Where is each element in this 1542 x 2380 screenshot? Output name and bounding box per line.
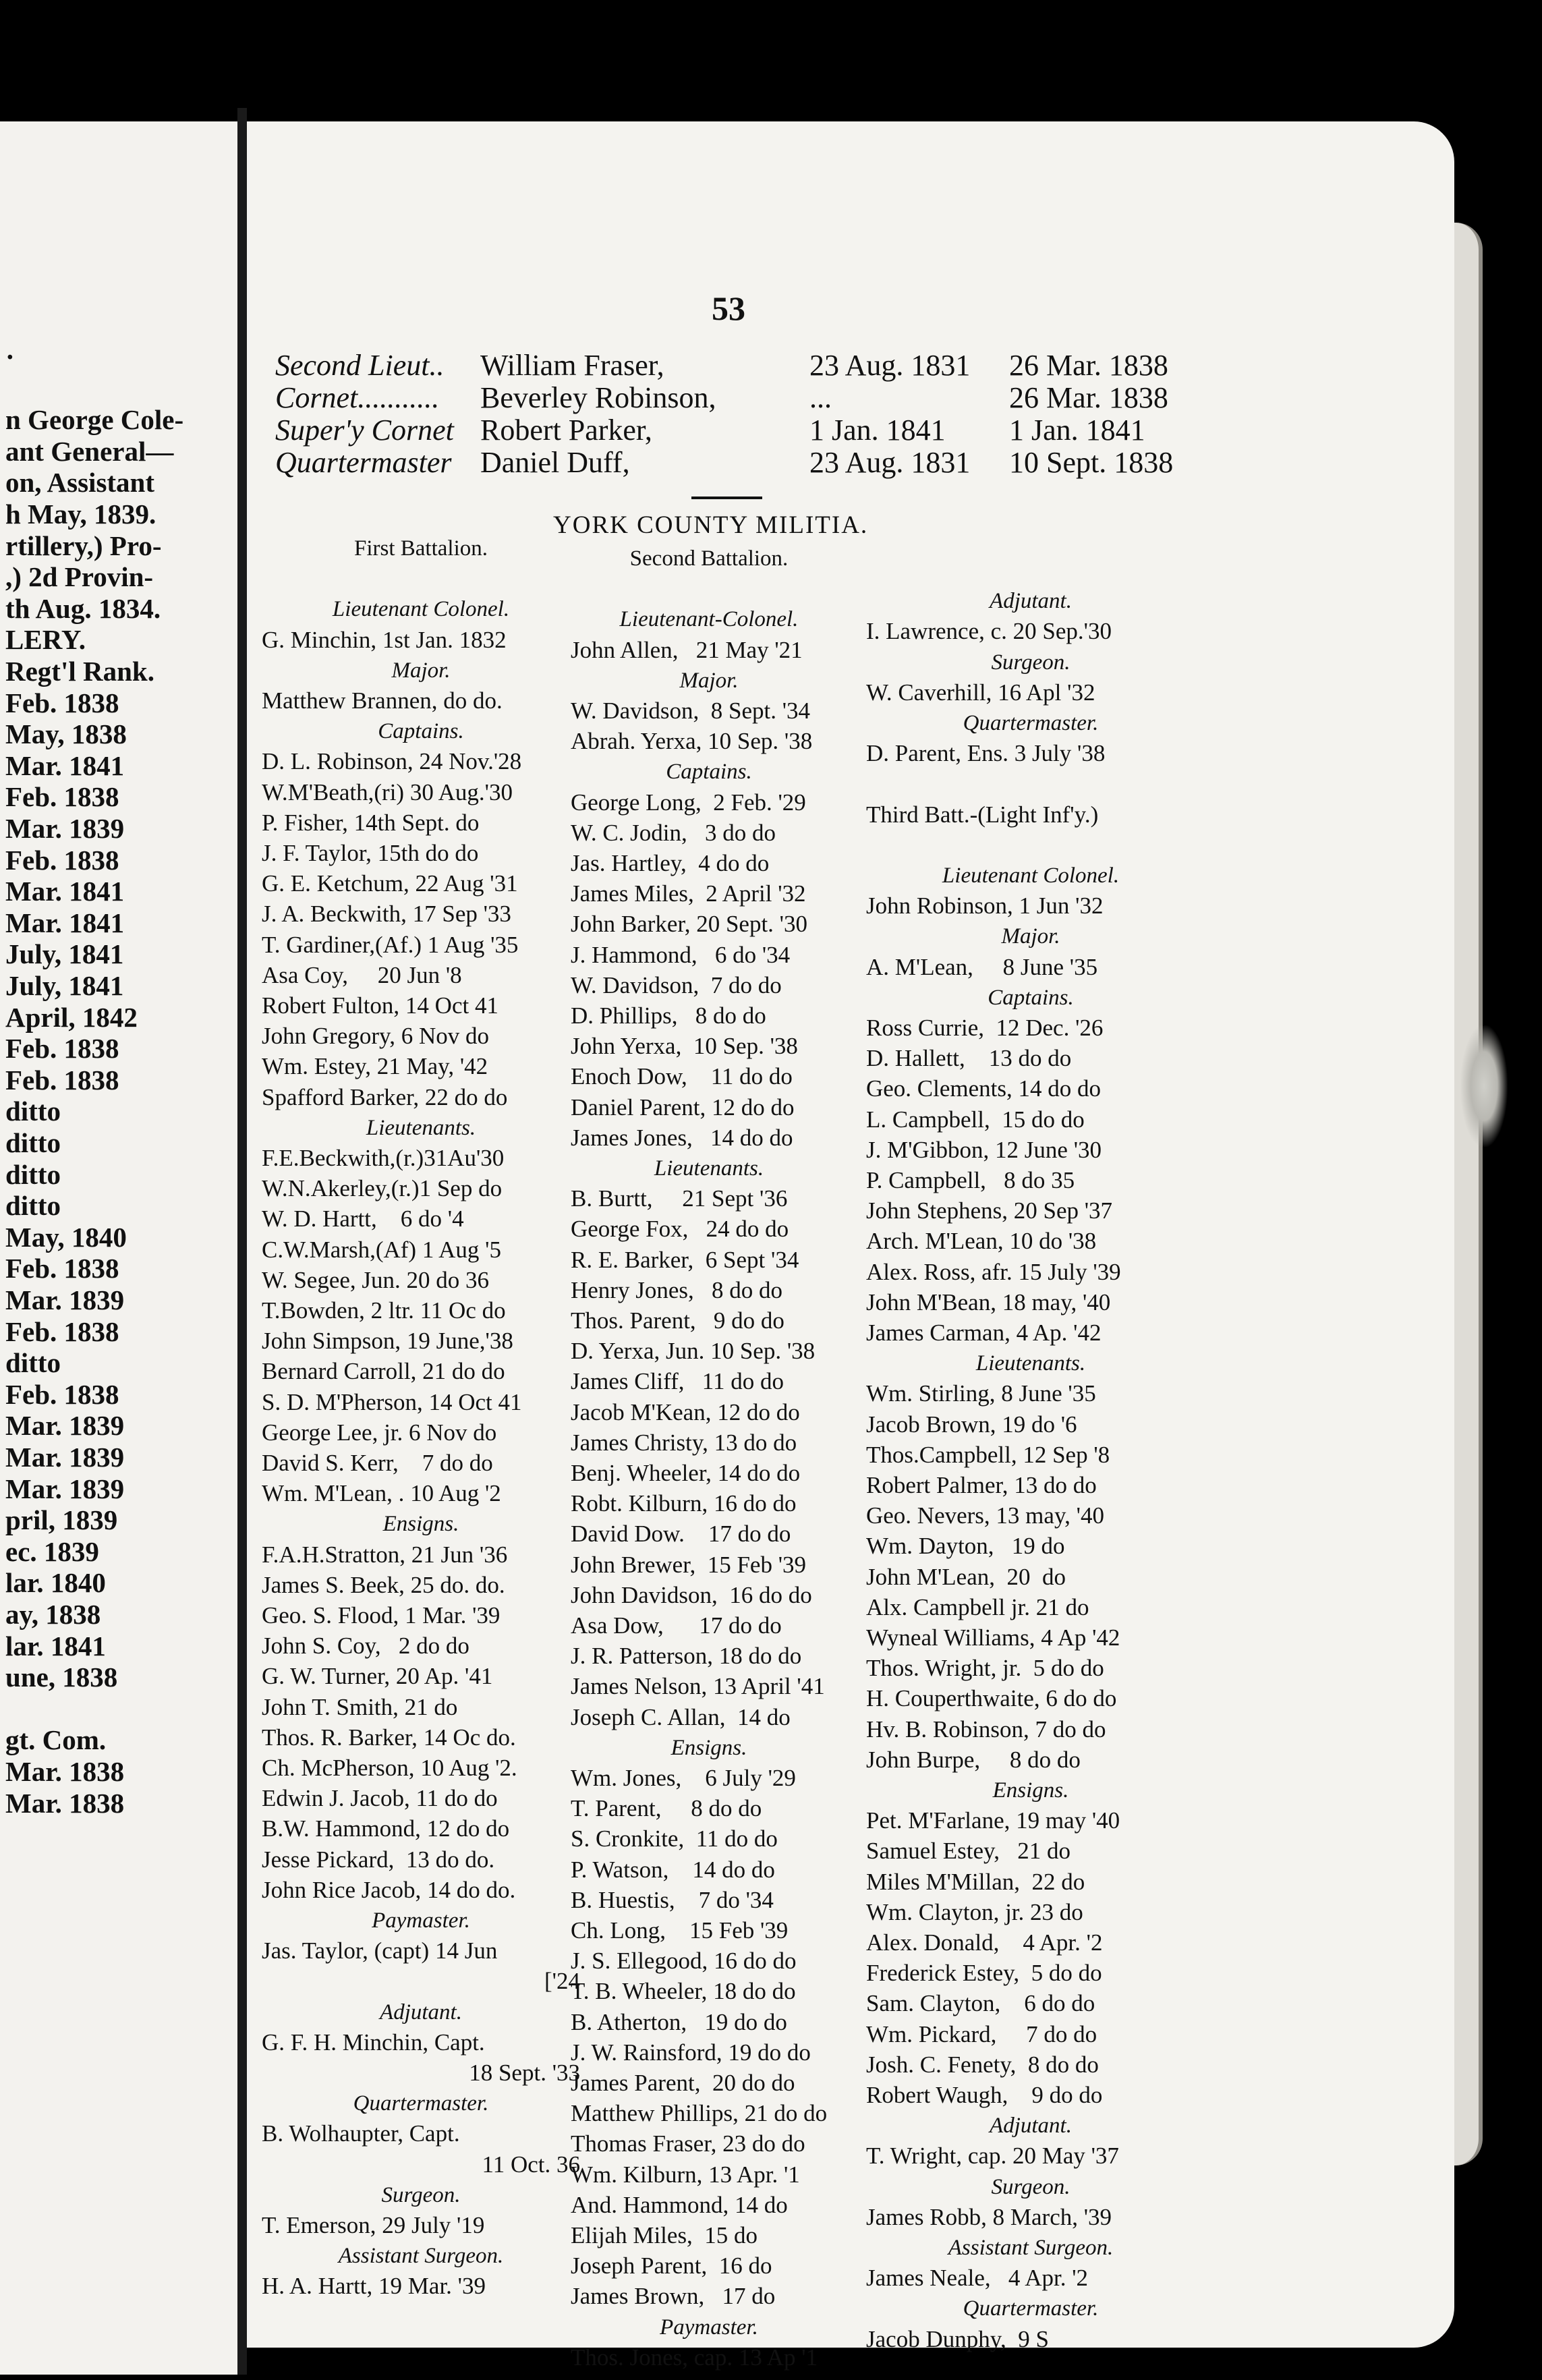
officer-entry: Wm. Kilburn, 13 Apr. '1	[571, 2161, 800, 2188]
officer-entry: Samuel Estey, 21 do	[866, 1838, 1070, 1865]
officer-entry: Pet. M'Farlane, 19 may '40	[866, 1807, 1120, 1834]
left-page-line: July, 1841	[5, 970, 124, 1001]
section-rule	[691, 497, 762, 499]
left-page-line: Feb. 1838	[5, 781, 119, 813]
officer-entry: J. M'Gibbon, 12 June '30	[866, 1136, 1102, 1163]
officer-entry: T. Emerson, 29 July '19	[262, 2212, 485, 2238]
officer-entry: James Neale, 4 Apr. '2	[866, 2265, 1089, 2292]
officer-entry: Miles M'Millan, 22 do	[866, 1868, 1085, 1895]
officer-entry: Robert Waugh, 9 do do	[866, 2082, 1103, 2108]
officer-entry: D. Hallett, 13 do do	[866, 1045, 1072, 1072]
rank-heading: Ensigns.	[670, 1735, 747, 1760]
entry-rank: Cornet...........	[275, 381, 440, 414]
entry-name: Daniel Duff,	[480, 446, 630, 479]
left-page-line: Feb. 1838	[5, 1378, 119, 1410]
left-page-line: lar. 1840	[5, 1567, 106, 1599]
officer-entry: Thos. Parent, 9 do do	[571, 1307, 784, 1334]
left-page	[0, 121, 241, 2375]
officer-entry: Geo. Nevers, 13 may, '40	[866, 1502, 1104, 1529]
left-page-line: Mar. 1839	[5, 1410, 125, 1442]
entry-date-commission: 1 Jan. 1841	[809, 414, 946, 447]
officer-entry: T.Bowden, 2 ltr. 11 Oc do	[262, 1297, 506, 1324]
entry-date-rank: 1 Jan. 1841	[1009, 414, 1145, 447]
officer-entry: John Yerxa, 10 Sep. '38	[571, 1033, 798, 1060]
left-page-line: Mar. 1838	[5, 1787, 125, 1819]
officer-entry: W. Caverhill, 16 Apl '32	[866, 679, 1095, 706]
entry-name: William Fraser,	[480, 349, 664, 382]
officer-entry: Jas. Hartley, 4 do do	[571, 850, 770, 876]
officer-entry: John T. Smith, 21 do	[262, 1693, 458, 1720]
officer-entry: W. Segee, Jun. 20 do 36	[262, 1266, 490, 1293]
officer-entry: H. A. Hartt, 19 Mar. '39	[262, 2273, 486, 2300]
officer-entry: James Nelson, 13 April '41	[571, 1673, 825, 1700]
left-page-line: n George Cole-	[5, 404, 184, 436]
officer-entry: John Allen, 21 May '21	[571, 636, 803, 663]
entry-date-commission: 23 Aug. 1831	[809, 349, 971, 382]
officer-entry: Robt. Kilburn, 16 do do	[571, 1490, 797, 1517]
officer-entry: P. Watson, 14 do do	[571, 1856, 775, 1883]
officer-entry: James Robb, 8 March, '39	[866, 2203, 1112, 2230]
officer-entry: James Carman, 4 Ap. '42	[866, 1320, 1102, 1346]
officer-entry: Wm. Jones, 6 July '29	[571, 1765, 796, 1791]
officer-entry: John Rice Jacob, 14 do do.	[262, 1876, 516, 1903]
officer-entry: Robert Fulton, 14 Oct 41	[262, 992, 498, 1019]
officer-entry: John M'Bean, 18 may, '40	[866, 1288, 1111, 1315]
left-page-line: ,) 2d Provin-	[5, 561, 154, 593]
officer-entry: I. Lawrence, c. 20 Sep.'30	[866, 618, 1112, 645]
officer-entry: Hv. B. Robinson, 7 do do	[866, 1716, 1106, 1743]
officer-entry: Jacob Dunphy, 9 S	[866, 2325, 1049, 2352]
left-page-line: ditto	[5, 1158, 61, 1190]
officer-entry: Joseph C. Allan, 14 do	[571, 1703, 791, 1730]
officer-entry: Josh. C. Fenety, 8 do do	[866, 2051, 1099, 2078]
left-page-line: ec. 1839	[5, 1535, 99, 1567]
left-page-line: May, 1838	[5, 718, 127, 750]
rank-heading: Ensigns.	[992, 1778, 1069, 1803]
officer-entry: C.W.Marsh,(Af) 1 Aug '5	[262, 1236, 501, 1263]
officer-entry: John Brewer, 15 Feb '39	[571, 1551, 807, 1578]
officer-entry: James Jones, 14 do do	[571, 1124, 793, 1151]
rank-heading: Adjutant.	[990, 589, 1072, 614]
officer-entry: H. Couperthwaite, 6 do do	[866, 1685, 1117, 1712]
entry-date-commission: ...	[809, 381, 832, 414]
officer-entry: Jas. Taylor, (capt) 14 Jun	[262, 1937, 498, 1964]
officer-entry: Matthew Brannen, do do.	[262, 687, 503, 714]
officer-entry: Spafford Barker, 22 do do	[262, 1083, 508, 1110]
officer-entry: B.W. Hammond, 12 do do	[262, 1815, 510, 1842]
officer-entry: Benj. Wheeler, 14 do do	[571, 1460, 801, 1486]
left-page-line: July, 1841	[5, 938, 124, 970]
officer-entry: Henry Jones, 8 do do	[571, 1276, 782, 1303]
left-page-line: ditto	[5, 1127, 61, 1158]
officer-entry: Frederick Estey, 5 do do	[866, 1960, 1102, 1987]
officer-entry: George Long, 2 Feb. '29	[571, 789, 806, 816]
entry-continuation: ['24	[544, 1968, 580, 1995]
officer-entry: D. L. Robinson, 24 Nov.'28	[262, 748, 522, 775]
rank-heading: Captains.	[988, 985, 1074, 1010]
officer-entry: James Parent, 20 do do	[571, 2070, 795, 2096]
officer-entry: J. S. Ellegood, 16 do do	[571, 1948, 797, 1975]
officer-entry: Thos. Jones, cap. 13 Ap '1	[571, 2344, 818, 2371]
rank-heading: Quartermaster.	[963, 711, 1099, 735]
officer-entry: Robert Palmer, 13 do do	[866, 1472, 1097, 1498]
left-page-line: Mar. 1841	[5, 749, 125, 781]
officer-entry: John Robinson, 1 Jun '32	[866, 893, 1104, 919]
officer-entry: George Fox, 24 do do	[571, 1216, 789, 1243]
officer-entry: Daniel Parent, 12 do do	[571, 1094, 795, 1121]
left-page-line: Feb. 1838	[5, 687, 119, 718]
entry-name: Robert Parker,	[480, 414, 652, 447]
officer-entry: Enoch Dow, 11 do do	[571, 1063, 793, 1090]
officer-entry: Edwin J. Jacob, 11 do do	[262, 1785, 498, 1812]
officer-entry: G. W. Turner, 20 Ap. '41	[262, 1663, 493, 1690]
left-page-line: h May, 1839.	[5, 499, 156, 530]
officer-entry: And. Hammond, 14 do	[571, 2191, 788, 2218]
officer-entry: Thos. Wright, jr. 5 do do	[866, 1655, 1104, 1682]
officer-entry: George Lee, jr. 6 Nov do	[262, 1419, 497, 1446]
entry-rank: Super'y Cornet	[275, 414, 454, 447]
entry-rank: Second Lieut..	[275, 349, 445, 382]
officer-entry: Wm. Dayton, 19 do	[866, 1533, 1065, 1560]
left-page-line: Mar. 1841	[5, 907, 125, 938]
officer-entry: G. Minchin, 1st Jan. 1832	[262, 626, 507, 653]
officer-entry: John S. Coy, 2 do do	[262, 1633, 469, 1660]
rank-heading: Lieutenants.	[654, 1156, 764, 1181]
officer-entry: James Cliff, 11 do do	[571, 1368, 784, 1395]
rank-heading: Quartermaster.	[963, 2296, 1099, 2321]
rank-heading: Major.	[391, 658, 451, 683]
entry-continuation: 18 Sept. '33	[469, 2060, 580, 2086]
officer-entry: B. Atherton, 19 do do	[571, 2008, 787, 2035]
officer-entry: Alex. Donald, 4 Apr. '2	[866, 1929, 1103, 1956]
entry-rank: Quartermaster	[275, 446, 452, 479]
officer-entry: B. Huestis, 7 do '34	[571, 1886, 774, 1913]
officer-entry: Wm. Estey, 21 May, '42	[262, 1053, 488, 1080]
rank-heading: Quartermaster.	[353, 2091, 489, 2116]
officer-entry: Thomas Fraser, 23 do do	[571, 2130, 805, 2157]
officer-entry: R. E. Barker, 6 Sept '34	[571, 1246, 799, 1273]
officer-entry: John M'Lean, 20 do	[866, 1563, 1066, 1590]
officer-entry: T. Wright, cap. 20 May '37	[866, 2143, 1119, 2170]
officer-entry: T. Parent, 8 do do	[571, 1795, 762, 1822]
officer-entry: T. B. Wheeler, 18 do do	[571, 1978, 796, 2005]
officer-entry: J. A. Beckwith, 17 Sep '33	[262, 901, 511, 928]
left-page-line: Mar. 1838	[5, 1756, 125, 1787]
officer-entry: G. E. Ketchum, 22 Aug '31	[262, 870, 518, 897]
entry-date-commission: 23 Aug. 1831	[809, 446, 971, 479]
left-page-line: ant General—	[5, 435, 174, 467]
entry-date-rank: 10 Sept. 1838	[1009, 446, 1174, 479]
rank-heading: Ensigns.	[382, 1512, 459, 1537]
left-page-line: Mar. 1841	[5, 876, 125, 907]
left-page-line: une, 1838	[5, 1662, 118, 1693]
rank-heading: Assistant Surgeon.	[338, 2244, 504, 2269]
rank-heading: Lieutenants.	[366, 1115, 476, 1140]
rank-heading: Adjutant.	[990, 2114, 1072, 2138]
left-page-line: ditto	[5, 1190, 61, 1222]
officer-entry: J. F. Taylor, 15th do do	[262, 840, 479, 866]
officer-entry: Third Batt.-(Light Inf'y.)	[866, 801, 1099, 828]
left-page-line: ·	[5, 341, 15, 372]
officer-entry: John Stephens, 20 Sep '37	[866, 1197, 1113, 1224]
officer-entry: Abrah. Yerxa, 10 Sep. '38	[571, 728, 813, 755]
officer-entry: F.E.Beckwith,(r.)31Au'30	[262, 1145, 505, 1171]
officer-entry: F.A.H.Stratton, 21 Jun '36	[262, 1541, 508, 1568]
left-page-line: ay, 1838	[5, 1599, 101, 1630]
rank-heading: Surgeon.	[991, 2174, 1070, 2199]
rank-heading: Lieutenant-Colonel.	[619, 607, 799, 632]
officer-entry: Jacob M'Kean, 12 do do	[571, 1398, 800, 1425]
officer-entry: B. Wolhaupter, Capt.	[262, 2120, 460, 2147]
officer-entry: P. Campbell, 8 do 35	[866, 1167, 1075, 1193]
officer-entry: J. Hammond, 6 do '34	[571, 941, 791, 968]
section-title: YORK COUNTY MILITIA.	[553, 511, 869, 539]
left-page-line: Mar. 1839	[5, 813, 125, 844]
officer-entry: D. Parent, Ens. 3 July '38	[866, 740, 1106, 767]
officer-entry: S. Cronkite, 11 do do	[571, 1825, 778, 1852]
rank-heading: Paymaster.	[372, 1908, 470, 1933]
officer-entry: Alex. Ross, afr. 15 July '39	[866, 1258, 1121, 1285]
rank-heading: Major.	[1001, 924, 1060, 949]
officer-entry: James Christy, 13 do do	[571, 1429, 797, 1456]
officer-entry: W.M'Beath,(ri) 30 Aug.'30	[262, 778, 513, 805]
left-page-line: lar. 1841	[5, 1630, 106, 1662]
officer-entry: Ross Currie, 12 Dec. '26	[866, 1015, 1104, 1041]
officer-entry: Joseph Parent, 16 do	[571, 2252, 772, 2279]
battalion-heading: First Battalion.	[354, 536, 488, 561]
officer-entry: Elijah Miles, 15 do	[571, 2222, 758, 2248]
rank-heading: Captains.	[378, 719, 464, 744]
officer-entry: J. W. Rainsford, 19 do do	[571, 2039, 811, 2066]
left-page-line: Feb. 1838	[5, 1064, 119, 1096]
left-page-line: Feb. 1838	[5, 1253, 119, 1284]
left-page-line: Mar. 1839	[5, 1473, 125, 1504]
officer-entry: James Miles, 2 April '32	[571, 880, 806, 907]
officer-entry: Geo. Clements, 14 do do	[866, 1075, 1102, 1102]
officer-entry: Wm. Stirling, 8 June '35	[866, 1380, 1096, 1407]
officer-entry: L. Campbell, 15 do do	[866, 1106, 1085, 1133]
officer-entry: David S. Kerr, 7 do do	[262, 1450, 493, 1476]
left-page-line: Regt'l Rank.	[5, 656, 154, 687]
officer-entry: Thos. R. Barker, 14 Oc do.	[262, 1724, 516, 1751]
officer-entry: D. Yerxa, Jun. 10 Sep. '38	[571, 1338, 816, 1365]
left-page-line: May, 1840	[5, 1221, 127, 1253]
officer-entry: Matthew Phillips, 21 do do	[571, 2100, 828, 2127]
officer-entry: W. C. Jodin, 3 do do	[571, 819, 776, 846]
officer-entry: John Barker, 20 Sept. '30	[571, 911, 807, 938]
officer-entry: James Brown, 17 do	[571, 2283, 776, 2310]
officer-entry: P. Fisher, 14th Sept. do	[262, 809, 480, 836]
rank-heading: Surgeon.	[991, 650, 1070, 675]
officer-entry: J. R. Patterson, 18 do do	[571, 1643, 802, 1670]
officer-entry: Alx. Campbell jr. 21 do	[866, 1593, 1089, 1620]
left-page-line: Feb. 1838	[5, 1315, 119, 1347]
entry-name: Beverley Robinson,	[480, 381, 716, 414]
officer-entry: John Gregory, 6 Nov do	[262, 1023, 489, 1050]
battalion-heading: Second Battalion.	[629, 546, 789, 571]
officer-entry: David Dow. 17 do do	[571, 1521, 791, 1548]
rank-heading: Assistant Surgeon.	[948, 2236, 1114, 2260]
officer-entry: A. M'Lean, 8 June '35	[866, 953, 1098, 980]
officer-entry: Ch. Long, 15 Feb '39	[571, 1917, 789, 1944]
page-number: 53	[712, 289, 745, 327]
officer-entry: G. F. H. Minchin, Capt.	[262, 2029, 485, 2056]
officer-entry: John Burpe, 8 do do	[866, 1746, 1081, 1773]
officer-entry: W. Davidson, 8 Sept. '34	[571, 698, 811, 724]
book-gutter	[237, 108, 247, 2375]
officer-entry: Geo. S. Flood, 1 Mar. '39	[262, 1602, 501, 1628]
left-page-line: Feb. 1838	[5, 1033, 119, 1065]
officer-entry: John Simpson, 19 June,'38	[262, 1328, 513, 1355]
entry-date-rank: 26 Mar. 1838	[1009, 381, 1168, 414]
officer-entry: W. D. Hartt, 6 do '4	[262, 1206, 464, 1232]
rank-heading: Lieutenant Colonel.	[332, 597, 510, 622]
officer-entry: Wm. M'Lean, . 10 Aug '2	[262, 1480, 501, 1507]
rank-heading: Adjutant.	[380, 2000, 462, 2024]
officer-entry: Jacob Brown, 19 do '6	[866, 1411, 1077, 1438]
officer-entry: Wm. Clayton, jr. 23 do	[866, 1898, 1083, 1925]
left-page-line: Mar. 1839	[5, 1442, 125, 1473]
officer-entry: W.N.Akerley,(r.)1 Sep do	[262, 1175, 503, 1202]
left-page-line: on, Assistant	[5, 467, 155, 499]
left-page-line: ditto	[5, 1347, 61, 1379]
left-page-line: Feb. 1838	[5, 844, 119, 876]
officer-entry: Bernard Carroll, 21 do do	[262, 1358, 505, 1385]
rank-heading: Lieutenants.	[975, 1351, 1086, 1376]
rank-heading: Surgeon.	[381, 2182, 461, 2207]
left-page-line: ditto	[5, 1096, 61, 1127]
officer-entry: Wm. Pickard, 7 do do	[866, 2020, 1097, 2047]
officer-entry: James S. Beek, 25 do. do.	[262, 1571, 505, 1598]
officer-entry: Jesse Pickard, 13 do do.	[262, 1846, 495, 1873]
rank-heading: Major.	[679, 668, 739, 693]
rank-heading: Paymaster.	[660, 2315, 758, 2340]
officer-entry: D. Phillips, 8 do do	[571, 1002, 766, 1029]
left-page-line: April, 1842	[5, 1001, 138, 1033]
officer-entry: W. Davidson, 7 do do	[571, 971, 782, 998]
officer-entry: Asa Coy, 20 Jun '8	[262, 961, 462, 988]
officer-entry: T. Gardiner,(Af.) 1 Aug '35	[262, 931, 519, 958]
officer-entry: John Davidson, 16 do do	[571, 1581, 812, 1608]
entry-continuation: 11 Oct. 36	[482, 2151, 580, 2178]
left-page-line: pril, 1839	[5, 1504, 118, 1536]
officer-entry: S. D. M'Pherson, 14 Oct 41	[262, 1388, 522, 1415]
paper-smudge	[1460, 1025, 1508, 1147]
entry-date-rank: 26 Mar. 1838	[1009, 349, 1168, 382]
officer-entry: Asa Dow, 17 do do	[571, 1612, 782, 1639]
left-page-line: Mar. 1839	[5, 1284, 125, 1315]
left-page-line: rtillery,) Pro-	[5, 530, 162, 561]
officer-entry: Ch. McPherson, 10 Aug '2.	[262, 1755, 517, 1781]
officer-entry: Wyneal Williams, 4 Ap '42	[866, 1624, 1120, 1651]
left-page-line: th Aug. 1834.	[5, 592, 161, 624]
rank-heading: Captains.	[666, 760, 752, 785]
left-page-line: gt. Com.	[5, 1724, 107, 1756]
officer-entry: B. Burtt, 21 Sept '36	[571, 1185, 788, 1212]
rank-heading: Lieutenant Colonel.	[942, 863, 1120, 888]
officer-entry: Thos.Campbell, 12 Sep '8	[866, 1441, 1110, 1468]
officer-entry: Sam. Clayton, 6 do do	[866, 1990, 1095, 2017]
officer-entry: Arch. M'Lean, 10 do '38	[866, 1228, 1097, 1255]
left-page-line: LERY.	[5, 624, 86, 656]
